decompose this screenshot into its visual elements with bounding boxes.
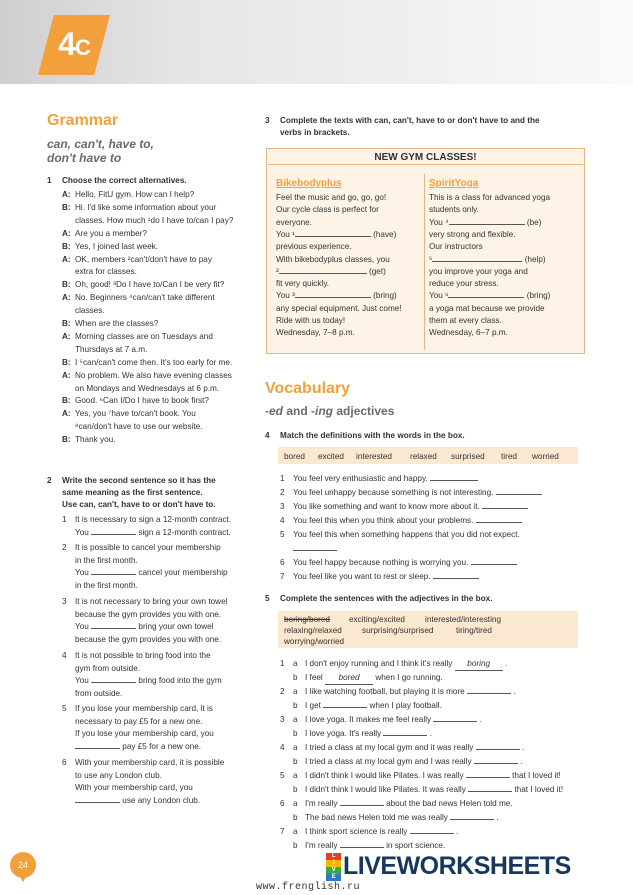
text: You feel this when something happens that you did not expect.	[293, 530, 520, 539]
page-number: 24	[10, 852, 36, 878]
definition	[293, 571, 479, 583]
text: I didn't think I would like Pilates. I was really	[305, 771, 464, 780]
answer-blank[interactable]	[340, 805, 384, 806]
sentence	[305, 686, 516, 698]
answer-line	[75, 567, 228, 579]
text: sign a 12-month contract.	[138, 527, 231, 537]
text: You	[75, 676, 89, 685]
item-letter: a	[293, 799, 298, 808]
item-text: to use any London club.	[75, 770, 162, 780]
text: that I loved it!	[514, 785, 564, 794]
gym-line: Ride with us today!	[276, 316, 346, 325]
text: that I loved it!	[512, 771, 561, 780]
dialogue-line: Yes, I joined last week.	[75, 241, 158, 251]
live-icon: L I V E	[326, 853, 341, 881]
answer-blank[interactable]	[279, 273, 367, 274]
grammar-subtitle-1: can, can't, have to,	[47, 137, 154, 151]
gym-line: everyone.	[276, 217, 312, 227]
text: bring your own towel	[138, 622, 214, 631]
sentence	[305, 826, 458, 838]
item-number: 1	[62, 515, 67, 524]
sentence	[305, 700, 442, 712]
sentence	[305, 756, 522, 768]
item-number: 3	[62, 597, 67, 606]
answer-blank[interactable]	[340, 847, 384, 848]
definition	[293, 515, 522, 527]
ex5-word: relaxing/relaxed	[284, 626, 342, 635]
text: I tried a class at my local gym and I was really	[305, 757, 472, 766]
text: I love yoga. It's really	[305, 729, 382, 738]
item-letter: a	[293, 771, 298, 780]
ex4-number: 4	[265, 431, 270, 440]
item-letter: b	[293, 701, 298, 710]
text: .	[513, 687, 516, 696]
text: You	[75, 527, 89, 537]
ex1-instruction: Choose the correct alternatives.	[62, 176, 187, 185]
ex5-word: interested/interesting	[425, 615, 502, 624]
dialogue-line: OK, members ²can't/don't have to pay	[75, 254, 212, 264]
item-number: 5	[280, 530, 285, 539]
speaker-label: B:	[62, 202, 71, 212]
answer-blank[interactable]	[295, 236, 371, 237]
definition	[293, 473, 478, 485]
source-url: www.frenglish.ru	[256, 882, 361, 893]
item-number: 6	[62, 758, 67, 767]
answer-blank[interactable]	[476, 522, 522, 523]
text: You ⁴	[429, 217, 449, 227]
text: (be)	[526, 217, 542, 227]
ex5-number: 5	[265, 594, 270, 603]
speaker-label: A:	[62, 409, 71, 419]
gym-line: Wednesday, 6–7 p.m.	[429, 328, 508, 338]
text: I get	[305, 701, 321, 710]
gym-line: a yoga mat because we provide	[429, 303, 545, 313]
speaker-label: A:	[62, 370, 71, 380]
dialogue-line: No problem. We also have evening classes	[75, 370, 232, 380]
text: I didn't think I would like Pilates. It was really	[305, 785, 466, 794]
sentence	[305, 770, 561, 782]
text: You ¹	[276, 229, 295, 239]
answer-line	[75, 527, 231, 539]
sentence	[305, 812, 499, 824]
text: .	[455, 827, 459, 836]
sentence	[305, 784, 563, 796]
gym-line: students only.	[429, 205, 479, 215]
item-text: gym from outside.	[75, 663, 141, 673]
liveworksheets-logo: L I V E LIVEWORKSHEETS	[326, 852, 571, 881]
dialogue-line: Hi. I'd like some information about your	[75, 202, 217, 212]
gym-box-divider	[268, 164, 583, 165]
text: You feel unhappy because something is not interesting.	[293, 488, 494, 497]
answer-blank[interactable]	[474, 763, 518, 764]
item-number: 7	[280, 572, 285, 581]
text: .	[521, 743, 525, 752]
item-letter: a	[293, 659, 298, 668]
speaker-label: A:	[62, 254, 71, 264]
item-text: With your membership card, you	[75, 783, 193, 792]
text: You ⁶	[429, 291, 449, 301]
dialogue-line: ⁸can/don't have to use our website.	[75, 422, 203, 432]
dialogue-line: Hello, FitU gym. How can I help?	[75, 190, 195, 199]
sentence	[305, 658, 507, 671]
dialogue-line: classes. How much ¹do I have to/can I pay?	[75, 215, 234, 225]
ex2-instruction-1: Write the second sentence so it has the	[62, 476, 216, 485]
text: I think sport science is really	[305, 827, 408, 836]
text: .	[520, 757, 523, 766]
text: ⁵	[429, 254, 433, 264]
text: cancel your membership	[138, 568, 228, 577]
dialogue-line: Thank you.	[75, 435, 116, 445]
speaker-label: A:	[62, 293, 71, 303]
item-text: in the first month.	[75, 555, 138, 565]
item-text: It is necessary to sign a 12-month contract.	[75, 515, 232, 524]
answer-blank[interactable]	[467, 693, 511, 694]
text: I tried a class at my local gym and it was really	[305, 743, 474, 752]
answer-blank[interactable]	[496, 494, 542, 495]
text: about the bad news Helen told me.	[386, 799, 513, 808]
speaker-label: B:	[62, 435, 71, 445]
dialogue-line: Good. ⁶Can I/Do I have to book first?	[75, 396, 209, 406]
text: You like something and want to know more about it.	[293, 502, 480, 511]
dialogue-line: Are you a member?	[75, 228, 147, 238]
item-number: 4	[280, 516, 285, 525]
unit-number: 4C	[58, 26, 90, 62]
text: (bring)	[373, 291, 397, 301]
text: .	[479, 715, 482, 724]
text: You	[75, 622, 89, 631]
text: I love yoga. It makes me feel really	[305, 715, 432, 724]
ex3-instruction-1: Complete the texts with can, can't, have to or don't have to and the	[280, 116, 540, 125]
definition	[293, 529, 520, 541]
item-number: 3	[280, 502, 285, 511]
ex2-instruction-3: Use can, can't, have to or don't have to.	[62, 500, 216, 509]
item-text: necessary to pay £5 for a new one.	[75, 716, 203, 726]
sentence	[305, 714, 482, 726]
speaker-label: A:	[62, 190, 71, 199]
definition	[293, 501, 528, 513]
answer-blank[interactable]	[449, 224, 525, 225]
grammar-heading: Grammar	[47, 112, 119, 129]
item-letter: a	[293, 687, 298, 696]
text: in sport science.	[386, 841, 446, 850]
gym-line	[429, 290, 569, 302]
text: when I go running.	[375, 673, 443, 682]
item-letter: b	[293, 757, 298, 766]
dialogue-line: extra for classes.	[75, 267, 137, 277]
text: You feel this when you think about your problems.	[293, 516, 474, 525]
text: (get)	[369, 266, 386, 276]
definition	[293, 557, 517, 569]
text: .	[504, 659, 508, 668]
item-text: With your membership card, it is possible	[75, 758, 225, 767]
gym-line: Our instructors	[429, 242, 483, 252]
ex4-word: bored	[284, 452, 305, 461]
answer-blank[interactable]	[410, 833, 454, 834]
answer-blank[interactable]	[471, 564, 517, 565]
item-letter: b	[293, 729, 298, 738]
gym-line: Wednesday, 7–8 p.m.	[276, 328, 355, 338]
ex5-word: exciting/excited	[349, 615, 405, 624]
gym-line	[276, 229, 416, 241]
item-number: 6	[280, 799, 285, 808]
item-number: 2	[280, 687, 285, 696]
gym-line: very strong and flexible.	[429, 229, 516, 239]
speaker-label: A:	[62, 331, 71, 341]
text: You feel happy because nothing is worrying you.	[293, 558, 469, 567]
text: I feel	[305, 673, 323, 682]
speaker-label: B:	[62, 396, 71, 406]
text: bring food into the gym	[138, 676, 222, 685]
ex3-number: 3	[265, 116, 270, 125]
ex5-instruction: Complete the sentences with the adjectives in the box.	[280, 594, 493, 603]
text: I'm really	[305, 799, 338, 808]
ex4-word: worried	[532, 452, 559, 461]
item-number: 1	[280, 659, 285, 668]
gym-line	[429, 217, 569, 229]
ex4-word: interested	[356, 452, 392, 461]
text: .	[496, 813, 499, 822]
text: You	[75, 568, 89, 577]
answer-blank[interactable]	[383, 735, 427, 736]
sentence	[305, 742, 524, 754]
sentence	[305, 798, 513, 810]
ex4-instruction: Match the definitions with the words in the box.	[280, 431, 465, 440]
item-number: 7	[280, 827, 285, 836]
gym-line: any special equipment. Just come!	[276, 303, 402, 313]
dialogue-line: Yes, you ⁷have to/can't book. You	[75, 409, 196, 419]
bikebodyplus-title: Bikebodyplus	[276, 178, 342, 189]
answer-blank[interactable]	[293, 550, 337, 551]
item-text: because the gym provides you with one.	[75, 609, 222, 619]
speaker-label: B:	[62, 280, 71, 290]
ex2-instruction-2: same meaning as the first sentence.	[62, 488, 203, 497]
answer-blank[interactable]	[75, 748, 120, 749]
answer-line	[75, 621, 213, 633]
item-text: because the gym provides you with one.	[75, 634, 222, 644]
spirityoga-title: SpiritYoga	[429, 178, 479, 189]
dialogue-line: No. Beginners ⁴can/can't take different	[75, 293, 215, 303]
text: ²	[276, 266, 279, 276]
answer-blank[interactable]: bored	[325, 672, 373, 685]
dialogue-line: on Mondays and Wednesdays at 6 p.m.	[75, 383, 220, 393]
text: You feel very enthusiastic and happy.	[293, 474, 428, 483]
dialogue-line: classes.	[75, 306, 105, 316]
item-text: It is not possible to bring food into the	[75, 651, 211, 660]
ex1-number: 1	[47, 176, 52, 185]
gym-column-divider	[424, 174, 425, 350]
ex5-word: tiring/tired	[456, 626, 492, 635]
answer-blank[interactable]	[466, 777, 510, 778]
gym-line: Feel the music and go, go, go!	[276, 193, 387, 202]
definition-answer-line	[293, 543, 337, 555]
gym-line	[276, 290, 416, 302]
sentence	[305, 840, 445, 852]
answer-blank[interactable]	[450, 819, 494, 820]
text: (bring)	[526, 291, 551, 301]
text: I'm really	[305, 841, 338, 850]
text: use any London club.	[122, 795, 201, 805]
answer-blank[interactable]	[482, 508, 528, 509]
gym-line	[429, 254, 569, 266]
item-number: 1	[280, 474, 285, 483]
gym-line: This is a class for advanced yoga	[429, 193, 551, 202]
dialogue-line: Oh, good! ³Do I have to/Can I be very fit?	[75, 280, 225, 290]
answer-blank[interactable]: boring	[455, 658, 503, 671]
sentence	[305, 672, 443, 685]
answer-blank[interactable]	[91, 628, 136, 629]
item-number: 5	[280, 771, 285, 780]
text: I don't enjoy running and I think it's really	[305, 659, 453, 668]
item-text: It is possible to cancel your membership	[75, 543, 221, 552]
gym-line: fit very quickly.	[276, 279, 330, 289]
gym-box-title: NEW GYM CLASSES!	[374, 152, 477, 163]
item-text: If you lose your membership card, it is	[75, 704, 213, 713]
answer-blank[interactable]	[448, 297, 524, 298]
vocabulary-subtitle: -ed and -ing adjectives	[265, 404, 395, 418]
gym-line: them at every class.	[429, 316, 502, 325]
item-number: 6	[280, 558, 285, 567]
item-text: in the first month.	[75, 580, 138, 590]
answer-blank[interactable]	[433, 578, 479, 579]
sentence	[305, 728, 432, 740]
speaker-label: B:	[62, 241, 71, 251]
ex4-word: surprised	[451, 452, 485, 461]
item-number: 3	[280, 715, 285, 724]
text: (have)	[373, 229, 397, 239]
speaker-label: B:	[62, 319, 71, 328]
gym-line: previous experience.	[276, 242, 352, 252]
text: You ³	[276, 291, 295, 301]
gym-line: you improve your yoga and	[429, 266, 528, 276]
answer-blank[interactable]	[91, 534, 136, 535]
answer-blank[interactable]	[430, 480, 478, 481]
dialogue-line: When are the classes?	[75, 319, 159, 328]
ex5-word-example: boring/bored	[284, 615, 330, 624]
item-letter: a	[293, 743, 298, 752]
dialogue-line: Morning classes are on Tuesdays and	[75, 331, 213, 341]
answer-line	[75, 741, 201, 753]
answer-blank[interactable]	[91, 574, 136, 575]
ex3-instruction-2: verbs in brackets.	[280, 128, 350, 137]
answer-blank[interactable]	[432, 261, 522, 262]
answer-line	[75, 675, 222, 687]
vocabulary-heading: Vocabulary	[265, 380, 351, 397]
text: pay £5 for a new one.	[122, 741, 202, 751]
definition	[293, 487, 542, 499]
grammar-subtitle-2: don't have to	[47, 151, 122, 165]
item-letter: b	[293, 841, 298, 850]
answer-blank[interactable]	[433, 721, 477, 722]
item-number: 4	[280, 743, 285, 752]
answer-line	[75, 795, 200, 807]
gym-line: With bikebodyplus classes, you	[276, 254, 390, 264]
item-text: It is not necessary to bring your own towel	[75, 597, 228, 606]
speaker-label: B:	[62, 357, 71, 367]
text: You feel like you want to rest or sleep.	[293, 572, 431, 581]
ex5-word: worrying/worried	[284, 637, 345, 646]
gym-line: Our cycle class is perfect for	[276, 205, 379, 215]
item-letter: a	[293, 715, 298, 724]
answer-blank[interactable]	[468, 791, 512, 792]
text: (help)	[524, 254, 546, 264]
text: I like watching football, but playing it is more	[305, 687, 465, 696]
gym-line: reduce your stress.	[429, 279, 499, 289]
text: .	[429, 729, 433, 738]
item-text: If you lose your membership card, you	[75, 729, 214, 738]
gym-line	[276, 266, 416, 278]
text: The bad news Helen told me was really	[305, 813, 448, 822]
ex4-word: excited	[318, 452, 344, 461]
item-number: 2	[280, 488, 285, 497]
item-number: 5	[62, 704, 67, 713]
item-letter: b	[293, 785, 298, 794]
ex5-word: surprising/surprised	[362, 626, 434, 635]
dialogue-line: I ⁵can/can't come then. It's too early for me.	[75, 357, 233, 367]
ex4-word: tired	[501, 452, 517, 461]
speaker-label: A:	[62, 228, 71, 238]
ex4-word: relaxed	[410, 452, 437, 461]
item-letter: b	[293, 813, 298, 822]
dialogue-line: Thursdays at 7 a.m.	[75, 344, 148, 354]
answer-blank[interactable]	[295, 297, 371, 298]
item-number: 4	[62, 651, 67, 660]
item-text: from outside.	[75, 688, 123, 698]
answer-blank[interactable]	[91, 682, 136, 683]
item-number: 2	[62, 543, 67, 552]
ex2-number: 2	[47, 476, 52, 485]
item-letter: a	[293, 827, 298, 836]
answer-blank[interactable]	[476, 749, 520, 750]
answer-blank[interactable]	[75, 802, 120, 803]
text: when I play football.	[369, 701, 442, 710]
item-letter: b	[293, 673, 298, 682]
answer-blank[interactable]	[323, 707, 367, 708]
